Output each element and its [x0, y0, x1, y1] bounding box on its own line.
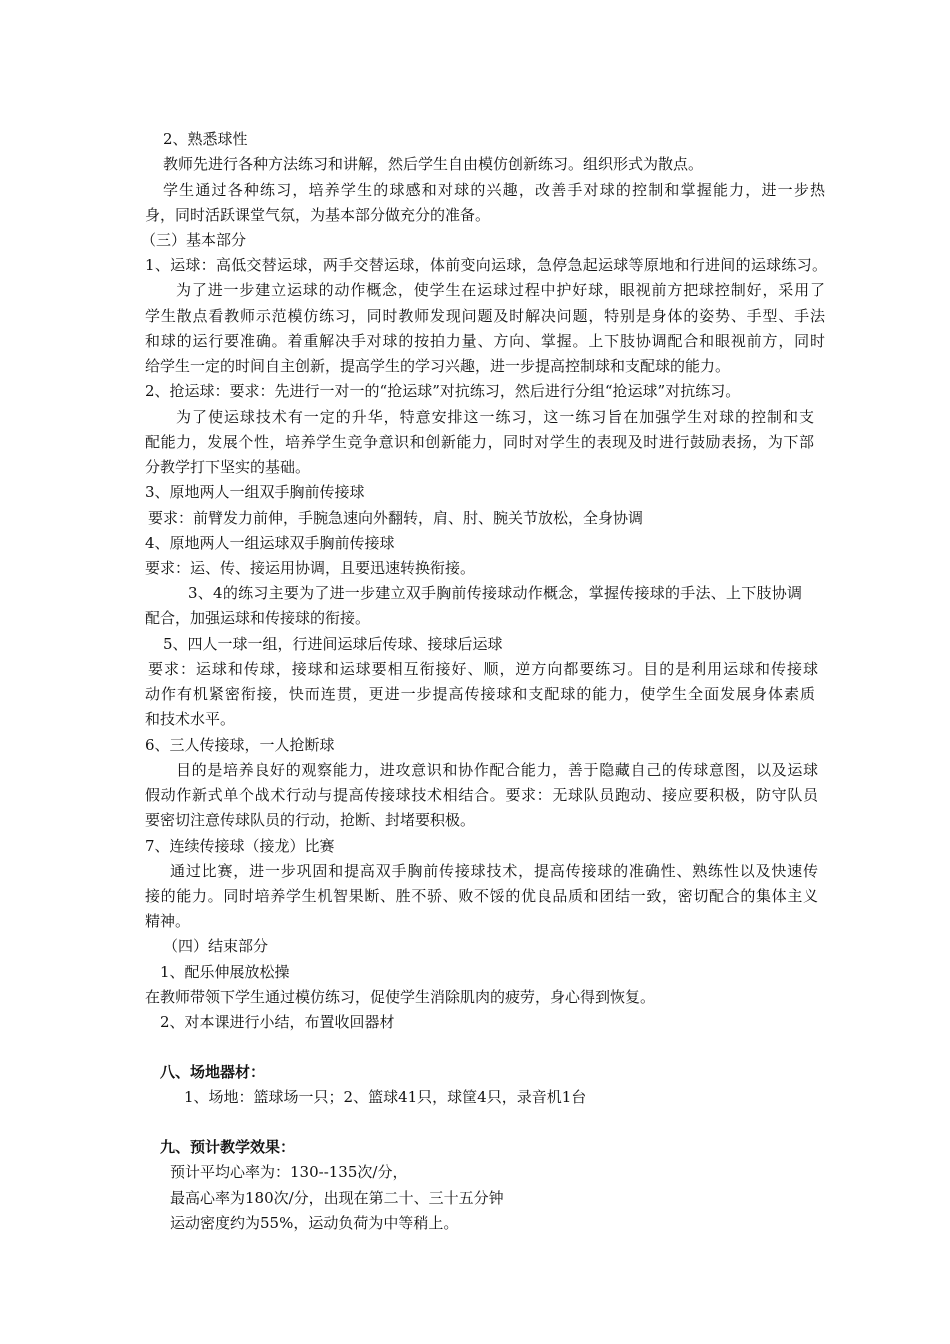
paragraph-line: 身，同时活跃课堂气氛，为基本部分做充分的准备。	[145, 206, 491, 224]
paragraph-line: 1、场地：篮球场一只；2、篮球41只，球筐4只，录音机1台	[184, 1088, 587, 1106]
paragraph-line: 要求：运、传、接运用协调，且要迅速转换衔接。	[145, 559, 476, 577]
section-heading-4: （四）结束部分	[163, 937, 269, 955]
paragraph-line: 要求：前臂发力前伸，手腕急速向外翻转，肩、肘、腕关节放松，全身协调	[148, 509, 644, 527]
paragraph-line: 学生通过各种练习，培养学生的球感和对球的兴趣，改善手对球的控制和掌握能力，进一步热	[163, 181, 825, 199]
item-4-heading: 4、原地两人一组运球双手胸前传接球	[145, 534, 395, 552]
paragraph-line: 在教师带领下学生通过模仿练习，促使学生消除肌肉的疲劳，身心得到恢复。	[145, 988, 656, 1006]
paragraph-line: 为了进一步建立运球的动作概念，使学生在运球过程中护好球，眼视前方把球控制好，采用了	[176, 281, 825, 299]
paragraph-line: 学生散点看教师示范模仿练习，同时教师发现问题及时解决问题，特别是身体的姿势、手型、手法	[145, 307, 825, 325]
paragraph-line: 最高心率为180次/分，出现在第二十、三十五分钟	[170, 1189, 504, 1207]
paragraph-line: 动作有机紧密衔接，快而连贯，更进一步提高传接球和支配球的能力，使学生全面发展身体素质	[145, 685, 815, 703]
item-2-heading: 2、抢运球：要求：先进行一对一的“抢运球”对抗练习，然后进行分组“抢运球”对抗练习。	[145, 382, 741, 400]
paragraph-line: 和技术水平。	[145, 710, 236, 728]
item-3-heading: 3、原地两人一组双手胸前传接球	[145, 483, 365, 501]
paragraph-line: 3、4的练习主要为了进一步建立双手胸前传接球动作概念，掌握传接球的手法、上下肢协调	[188, 584, 802, 602]
paragraph-line: 1、运球：高低交替运球，两手交替运球，体前变向运球，急停急起运球等原地和行进间的运球练习。	[145, 256, 827, 274]
section-heading-8: 八、场地器材：	[160, 1063, 266, 1081]
paragraph-line: 预计平均心率为：130--135次/分，	[170, 1163, 408, 1181]
item-6-heading: 6、三人传接球，一人抢断球	[145, 736, 335, 754]
item-5-heading: 5、四人一球一组，行进间运球后传球、接球后运球	[163, 635, 503, 653]
section-heading-3: （三）基本部分	[141, 231, 247, 249]
paragraph-line: 为了使运球技术有一定的升华，特意安排这一练习，这一练习旨在加强学生对球的控制和支	[176, 408, 814, 426]
section-heading-9: 九、预计教学效果：	[160, 1138, 296, 1156]
paragraph-line: 通过比赛，进一步巩固和提高双手胸前传接球技术，提高传接球的准确性、熟练性以及快速传	[170, 862, 818, 880]
item-1-heading: 1、配乐伸展放松操	[160, 963, 290, 981]
item-2-heading: 2、对本课进行小结，布置收回器材	[160, 1013, 395, 1031]
item-7-heading: 7、连续传接球（接龙）比赛	[145, 837, 335, 855]
paragraph-line: 运动密度约为55%，运动负荷为中等稍上。	[170, 1214, 459, 1232]
paragraph-line: 分教学打下坚实的基础。	[145, 458, 311, 476]
paragraph-line: 给学生一定的时间自主创新，提高学生的学习兴趣，进一步提高控制球和支配球的能力。	[145, 357, 731, 375]
paragraph-line: 要求：运球和传球，接球和运球要相互衔接好、顺，逆方向都要练习。目的是利用运球和传接球	[148, 660, 818, 678]
paragraph-line: 目的是培养良好的观察能力，进攻意识和协作配合能力，善于隐藏自己的传球意图，以及运球	[176, 761, 818, 779]
item-2-heading: 2、熟悉球性	[163, 130, 248, 148]
paragraph-line: 教师先进行各种方法练习和讲解，然后学生自由模仿创新练习。组织形式为散点。	[163, 155, 704, 173]
paragraph-line: 和球的运行要准确。着重解决手对球的按拍力量、方向、掌握。上下肢协调配合和眼视前方，同时	[145, 332, 825, 350]
paragraph-line: 配合，加强运球和传接球的衔接。	[145, 609, 371, 627]
paragraph-line: 接的能力。同时培养学生机智果断、胜不骄、败不馁的优良品质和团结一致，密切配合的集体主义	[145, 887, 818, 905]
paragraph-line: 要密切注意传球队员的行动，抢断、封堵要积极。	[145, 811, 476, 829]
paragraph-line: 假动作新式单个战术行动与提高传接球技术相结合。要求：无球队员跑动、接应要积极，防守队员	[145, 786, 818, 804]
paragraph-line: 精神。	[145, 912, 191, 930]
paragraph-line: 配能力，发展个性，培养学生竞争意识和创新能力，同时对学生的表现及时进行鼓励表扬，为下部	[145, 433, 814, 451]
